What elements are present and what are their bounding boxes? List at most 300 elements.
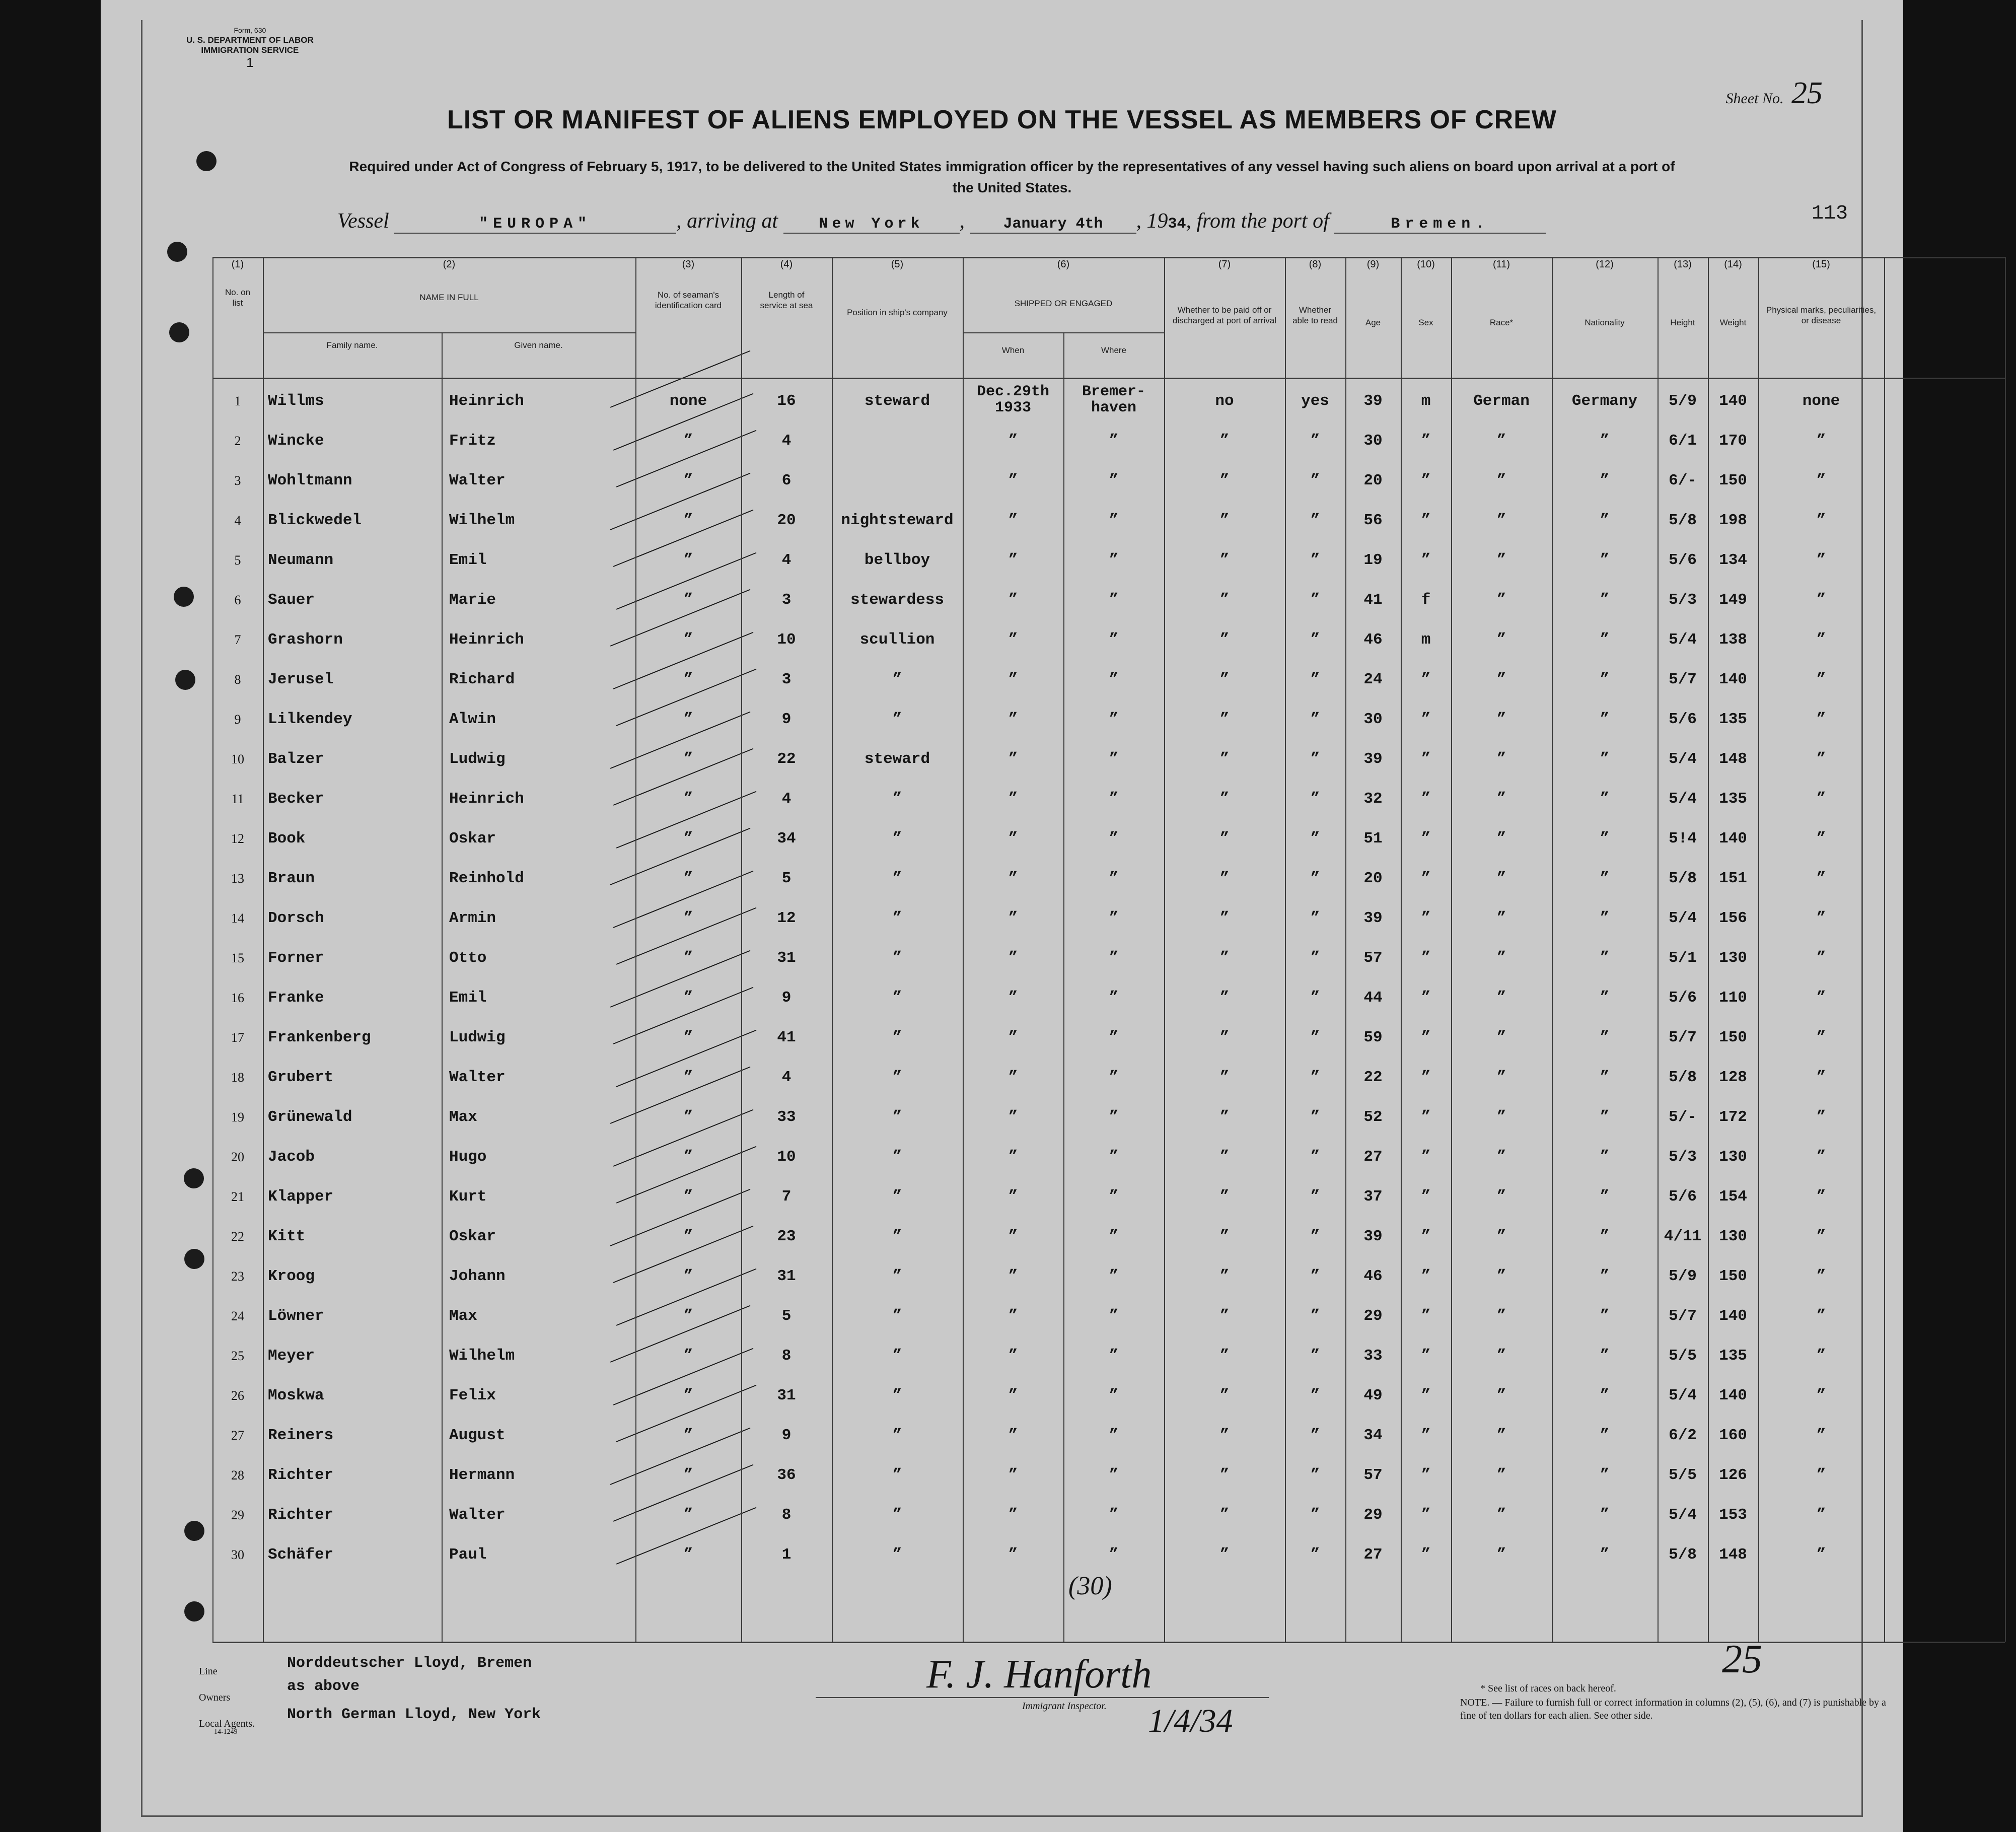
age-cell: 57 xyxy=(1363,1466,1383,1484)
family-name-cell: Meyer xyxy=(268,1347,315,1365)
race-cell: ” xyxy=(1496,989,1506,1007)
able-to-read-cell: ” xyxy=(1310,671,1320,688)
age-cell: 19 xyxy=(1363,551,1383,569)
nationality-cell: ” xyxy=(1600,1029,1610,1046)
paid-off-cell: ” xyxy=(1219,1069,1230,1086)
height-cell: 5/- xyxy=(1669,1108,1697,1126)
position-cell: ” xyxy=(892,1546,902,1564)
height-cell: 6/1 xyxy=(1669,432,1697,450)
engaged-when-cell: ” xyxy=(1008,1108,1018,1126)
punch-hole-icon xyxy=(174,587,194,607)
row-number-cell: 14 xyxy=(231,911,244,926)
table-header-rule xyxy=(212,257,2005,258)
table-column-rule xyxy=(1285,257,1286,1642)
vessel-name: "EUROPA" xyxy=(394,216,676,234)
able-to-read-cell: ” xyxy=(1310,989,1320,1007)
family-name-cell: Franke xyxy=(268,989,324,1007)
nationality-cell: ” xyxy=(1600,790,1610,808)
punch-hole-icon xyxy=(184,1521,204,1541)
position-cell: scullion xyxy=(859,631,935,649)
paid-off-cell: ” xyxy=(1219,551,1230,569)
engaged-where-cell: ” xyxy=(1109,1148,1119,1166)
engaged-when-cell: ” xyxy=(1008,989,1018,1007)
sex-cell: ” xyxy=(1421,989,1431,1007)
sex-cell: m xyxy=(1421,392,1431,410)
table-row xyxy=(212,1263,2005,1303)
sex-cell: ” xyxy=(1421,1427,1431,1444)
id-card-cell: ” xyxy=(683,790,693,808)
id-card-cell: ” xyxy=(683,909,693,927)
height-cell: 6/- xyxy=(1669,472,1697,489)
age-cell: 39 xyxy=(1363,392,1383,410)
nationality-cell: ” xyxy=(1600,1506,1610,1524)
row-number-cell: 8 xyxy=(234,672,241,687)
sheet-value: 25 xyxy=(1791,76,1823,110)
row-number-cell: 26 xyxy=(231,1388,244,1403)
physical-marks-cell: ” xyxy=(1816,1188,1826,1206)
table-column-rule xyxy=(263,257,264,1642)
id-card-cell: ” xyxy=(683,1506,693,1524)
table-row xyxy=(212,507,2005,547)
given-name-cell: Ludwig xyxy=(449,750,506,768)
table-row xyxy=(212,1144,2005,1183)
height-cell: 5/8 xyxy=(1669,1069,1697,1086)
col-11-num: (11) xyxy=(1492,259,1510,270)
engaged-when-cell: ” xyxy=(1008,1029,1018,1046)
table-row xyxy=(212,1422,2005,1462)
engaged-when-cell: ” xyxy=(1008,591,1018,609)
id-card-cell: ” xyxy=(683,1228,693,1245)
table-column-rule xyxy=(1063,332,1064,1642)
row-number-cell: 13 xyxy=(231,871,244,886)
able-to-read-cell: ” xyxy=(1310,1108,1320,1126)
page-number: 113 xyxy=(1811,202,1848,225)
family-name-cell: Reiners xyxy=(268,1427,334,1444)
engaged-when-cell: ” xyxy=(1008,1506,1018,1524)
weight-cell: 172 xyxy=(1719,1108,1747,1126)
given-name-cell: Otto xyxy=(449,949,487,967)
col-6-num: (6) xyxy=(1057,259,1070,270)
nationality-cell: ” xyxy=(1600,1347,1610,1365)
family-name-cell: Moskwa xyxy=(268,1387,324,1404)
race-cell: ” xyxy=(1496,830,1506,848)
service-length-cell: 5 xyxy=(781,1307,791,1325)
engaged-when-cell: ” xyxy=(1008,711,1018,728)
table-row xyxy=(212,865,2005,905)
race-cell: ” xyxy=(1496,1188,1506,1206)
family-name-cell: Wincke xyxy=(268,432,324,450)
family-name-cell: Blickwedel xyxy=(268,512,362,529)
height-cell: 5/4 xyxy=(1669,750,1697,768)
service-length-cell: 33 xyxy=(777,1108,796,1126)
service-length-cell: 3 xyxy=(781,591,791,609)
paid-off-cell: ” xyxy=(1219,1029,1230,1046)
engaged-when-cell: ” xyxy=(1008,1228,1018,1245)
weight-cell: 150 xyxy=(1719,472,1747,489)
weight-cell: 110 xyxy=(1719,989,1747,1007)
inspector-signature: F. J. Hanforth xyxy=(926,1652,1152,1697)
col-8-num: (8) xyxy=(1309,259,1322,270)
engaged-when-cell: ” xyxy=(1008,1267,1018,1285)
able-to-read-cell: ” xyxy=(1310,472,1320,489)
race-cell: ” xyxy=(1496,512,1506,529)
signature-rule xyxy=(816,1697,1269,1698)
sex-cell: f xyxy=(1421,591,1431,609)
owners-label: Owners xyxy=(199,1692,231,1703)
sex-cell: ” xyxy=(1421,472,1431,489)
col-9-label: Age xyxy=(1365,318,1381,327)
race-cell: ” xyxy=(1496,1466,1506,1484)
given-name-cell: Emil xyxy=(449,551,487,569)
position-cell: ” xyxy=(892,1228,902,1245)
paid-off-cell: ” xyxy=(1219,989,1230,1007)
able-to-read-cell: ” xyxy=(1310,551,1320,569)
age-cell: 30 xyxy=(1363,432,1383,450)
id-card-cell: ” xyxy=(683,1108,693,1126)
race-cell: ” xyxy=(1496,1228,1506,1245)
position-cell: ” xyxy=(892,989,902,1007)
given-name-cell: Paul xyxy=(449,1546,487,1564)
race-cell: ” xyxy=(1496,750,1506,768)
weight-cell: 148 xyxy=(1719,750,1747,768)
height-cell: 4/11 xyxy=(1664,1228,1702,1245)
punch-hole-icon xyxy=(169,322,189,342)
id-card-cell: ” xyxy=(683,1029,693,1046)
agents-label: Local Agents. xyxy=(199,1718,255,1729)
race-cell: ” xyxy=(1496,1546,1506,1564)
age-cell: 51 xyxy=(1363,830,1383,848)
id-card-cell: ” xyxy=(683,432,693,450)
note-text: — Failure to furnish full or correct information in columns (2), (5), (6), and (7) is punishable by a fine of ten dollars for each alien. See other side. xyxy=(1460,1697,1886,1721)
service-length-cell: 16 xyxy=(777,392,796,410)
nationality-cell: ” xyxy=(1600,989,1610,1007)
given-name-cell: Richard xyxy=(449,671,515,688)
row-number-cell: 22 xyxy=(231,1229,244,1244)
given-name-cell: Marie xyxy=(449,591,496,609)
nationality-cell: ” xyxy=(1600,1069,1610,1086)
family-name-cell: Schäfer xyxy=(268,1546,334,1564)
engaged-where-cell: ” xyxy=(1109,1347,1119,1365)
paid-off-cell: ” xyxy=(1219,631,1230,649)
engaged-where-cell: ” xyxy=(1109,790,1119,808)
sex-cell: ” xyxy=(1421,1267,1431,1285)
given-name-cell: Emil xyxy=(449,989,487,1007)
engaged-where-cell: ” xyxy=(1109,1108,1119,1126)
family-name-cell: Frankenberg xyxy=(268,1029,371,1046)
table-row xyxy=(212,428,2005,467)
service-length-cell: 36 xyxy=(777,1466,796,1484)
able-to-read-cell: yes xyxy=(1301,392,1329,410)
able-to-read-cell: ” xyxy=(1310,1267,1320,1285)
given-name-cell: Ludwig xyxy=(449,1029,506,1046)
id-card-cell: ” xyxy=(683,1188,693,1206)
table-column-rule xyxy=(741,257,742,1642)
table-row xyxy=(212,666,2005,706)
race-cell: ” xyxy=(1496,472,1506,489)
physical-marks-cell: ” xyxy=(1816,1148,1826,1166)
sex-cell: ” xyxy=(1421,949,1431,967)
print-code: 14-1249 xyxy=(214,1728,238,1736)
table-column-rule xyxy=(1164,257,1165,1642)
year-suffix: 34 xyxy=(1168,216,1186,233)
table-row xyxy=(212,1183,2005,1223)
height-cell: 5/1 xyxy=(1669,949,1697,967)
height-cell: 5!4 xyxy=(1669,830,1697,848)
punch-hole-icon xyxy=(196,151,217,171)
service-length-cell: 31 xyxy=(777,1267,796,1285)
paid-off-cell: ” xyxy=(1219,671,1230,688)
table-row xyxy=(212,1024,2005,1064)
id-card-cell: ” xyxy=(683,1546,693,1564)
given-name-cell: Walter xyxy=(449,472,506,489)
id-card-cell: ” xyxy=(683,1427,693,1444)
service-length-cell: 6 xyxy=(781,472,791,489)
id-card-cell: ” xyxy=(683,1069,693,1086)
position-cell: ” xyxy=(892,790,902,808)
sex-cell: ” xyxy=(1421,790,1431,808)
position-cell: bellboy xyxy=(864,551,930,569)
engaged-when-cell: ” xyxy=(1008,949,1018,967)
height-cell: 5/7 xyxy=(1669,671,1697,688)
race-cell: ” xyxy=(1496,1506,1506,1524)
physical-marks-cell: ” xyxy=(1816,1427,1826,1444)
engaged-where-cell: ” xyxy=(1109,671,1119,688)
col-11-label: Race* xyxy=(1489,318,1514,327)
age-cell: 56 xyxy=(1363,512,1383,529)
col-10-num: (10) xyxy=(1417,259,1435,270)
able-to-read-cell: ” xyxy=(1310,1069,1320,1086)
engaged-where-cell: ” xyxy=(1109,830,1119,848)
col-4-label: Length of service at sea xyxy=(760,290,813,310)
physical-marks-cell: ” xyxy=(1816,591,1826,609)
engaged-where-cell: ” xyxy=(1109,551,1119,569)
col-2-given: Given name. xyxy=(514,340,563,350)
table-row xyxy=(212,1303,2005,1343)
physical-marks-cell: ” xyxy=(1816,870,1826,887)
race-cell: ” xyxy=(1496,949,1506,967)
col-9-num: (9) xyxy=(1366,259,1380,270)
service-length-cell: 8 xyxy=(781,1347,791,1365)
paid-off-cell: ” xyxy=(1219,1148,1230,1166)
sex-cell: ” xyxy=(1421,1347,1431,1365)
table-column-rule xyxy=(442,332,443,1642)
physical-marks-cell: ” xyxy=(1816,432,1826,450)
able-to-read-cell: ” xyxy=(1310,1347,1320,1365)
height-cell: 5/4 xyxy=(1669,909,1697,927)
table-column-rule xyxy=(1758,257,1759,1642)
able-to-read-cell: ” xyxy=(1310,631,1320,649)
position-cell: ” xyxy=(892,1188,902,1206)
col-4-num: (4) xyxy=(780,259,793,270)
id-card-cell: ” xyxy=(683,1387,693,1404)
physical-marks-cell: ” xyxy=(1816,1029,1826,1046)
family-name-cell: Braun xyxy=(268,870,315,887)
able-to-read-cell: ” xyxy=(1310,1228,1320,1245)
col-8-label: Whether able to read xyxy=(1292,305,1338,325)
engaged-when-cell: ” xyxy=(1008,1387,1018,1404)
races-note: * See list of races on back hereof. xyxy=(1480,1683,1616,1694)
col-5-label: Position in ship's company xyxy=(847,308,948,317)
row-number-cell: 16 xyxy=(231,991,244,1005)
position-cell: ” xyxy=(892,1466,902,1484)
paid-off-cell: ” xyxy=(1219,432,1230,450)
row-number-cell: 9 xyxy=(234,712,241,727)
service-length-cell: 4 xyxy=(781,432,791,450)
punch-hole-icon xyxy=(184,1249,204,1269)
physical-marks-cell: ” xyxy=(1816,1108,1826,1126)
sex-cell: ” xyxy=(1421,711,1431,728)
position-cell: ” xyxy=(892,1387,902,1404)
race-cell: ” xyxy=(1496,909,1506,927)
sex-cell: ” xyxy=(1421,1069,1431,1086)
col-5-num: (5) xyxy=(891,259,904,270)
position-cell: ” xyxy=(892,671,902,688)
table-row xyxy=(212,626,2005,666)
given-name-cell: Johann xyxy=(449,1267,506,1285)
id-card-cell: ” xyxy=(683,949,693,967)
row-number-cell: 7 xyxy=(234,632,241,647)
agents-value: North German Lloyd, New York xyxy=(287,1706,541,1723)
race-cell: ” xyxy=(1496,1387,1506,1404)
sheet-number-handwritten: 25 xyxy=(1722,1637,1762,1681)
id-card-cell: ” xyxy=(683,512,693,529)
sex-cell: m xyxy=(1421,631,1431,649)
able-to-read-cell: ” xyxy=(1310,1029,1320,1046)
weight-cell: 160 xyxy=(1719,1427,1747,1444)
family-name-cell: Löwner xyxy=(268,1307,324,1325)
physical-marks-cell: ” xyxy=(1816,989,1826,1007)
nationality-cell: ” xyxy=(1600,432,1610,450)
position-cell: ” xyxy=(892,711,902,728)
able-to-read-cell: ” xyxy=(1310,870,1320,887)
age-cell: 27 xyxy=(1363,1546,1383,1564)
able-to-read-cell: ” xyxy=(1310,1387,1320,1404)
col-1-label: No. on list xyxy=(225,288,251,308)
engaged-where-cell: ” xyxy=(1109,1307,1119,1325)
inspector-date: 1/4/34 xyxy=(1148,1703,1233,1739)
family-name-cell: Richter xyxy=(268,1466,334,1484)
service-length-cell: 9 xyxy=(781,989,791,1007)
physical-marks-cell: ” xyxy=(1816,1267,1826,1285)
position-cell: ” xyxy=(892,949,902,967)
paid-off-cell: no xyxy=(1215,392,1234,410)
row-number-cell: 2 xyxy=(234,434,241,448)
height-cell: 5/5 xyxy=(1669,1347,1697,1365)
given-name-cell: August xyxy=(449,1427,506,1444)
physical-marks-cell: ” xyxy=(1816,472,1826,489)
given-name-cell: Heinrich xyxy=(449,631,524,649)
service-length-cell: 10 xyxy=(777,1148,796,1166)
table-row xyxy=(212,1502,2005,1541)
nationality-cell: ” xyxy=(1600,551,1610,569)
engaged-when-cell: ” xyxy=(1008,1148,1018,1166)
nationality-cell: ” xyxy=(1600,909,1610,927)
service-length-cell: 9 xyxy=(781,1427,791,1444)
given-name-cell: Max xyxy=(449,1307,477,1325)
able-to-read-cell: ” xyxy=(1310,750,1320,768)
paid-off-cell: ” xyxy=(1219,1228,1230,1245)
weight-cell: 135 xyxy=(1719,790,1747,808)
age-cell: 30 xyxy=(1363,711,1383,728)
able-to-read-cell: ” xyxy=(1310,1188,1320,1206)
nationality-cell: ” xyxy=(1600,631,1610,649)
paid-off-cell: ” xyxy=(1219,1307,1230,1325)
engaged-where-cell: ” xyxy=(1109,591,1119,609)
engaged-when-cell: ” xyxy=(1008,671,1018,688)
service-length-cell: 23 xyxy=(777,1228,796,1245)
paid-off-cell: ” xyxy=(1219,1267,1230,1285)
nationality-cell: ” xyxy=(1600,711,1610,728)
engaged-when-cell: ” xyxy=(1008,1188,1018,1206)
race-cell: ” xyxy=(1496,1347,1506,1365)
race-cell: ” xyxy=(1496,1148,1506,1166)
position-cell: steward xyxy=(864,392,930,410)
weight-cell: 134 xyxy=(1719,551,1747,569)
able-to-read-cell: ” xyxy=(1310,909,1320,927)
able-to-read-cell: ” xyxy=(1310,1307,1320,1325)
nationality-cell: ” xyxy=(1600,472,1610,489)
service-length-cell: 5 xyxy=(781,870,791,887)
year-prefix: , 19 xyxy=(1136,209,1168,233)
table-row xyxy=(212,1104,2005,1144)
position-cell: ” xyxy=(892,1427,902,1444)
row-number-cell: 28 xyxy=(231,1468,244,1483)
col-2-label: NAME IN FULL xyxy=(419,293,479,302)
engaged-when-cell: ” xyxy=(1008,512,1018,529)
id-card-cell: ” xyxy=(683,671,693,688)
age-cell: 39 xyxy=(1363,909,1383,927)
height-cell: 5/4 xyxy=(1669,1387,1697,1404)
paid-off-cell: ” xyxy=(1219,1466,1230,1484)
height-cell: 5/6 xyxy=(1669,1188,1697,1206)
weight-cell: 140 xyxy=(1719,671,1747,688)
engaged-where-cell: ” xyxy=(1109,472,1119,489)
able-to-read-cell: ” xyxy=(1310,432,1320,450)
service-length-cell: 34 xyxy=(777,830,796,848)
height-cell: 5/5 xyxy=(1669,1466,1697,1484)
age-cell: 49 xyxy=(1363,1387,1383,1404)
sex-cell: ” xyxy=(1421,750,1431,768)
engaged-where-cell: ” xyxy=(1109,512,1119,529)
row-number-cell: 12 xyxy=(231,831,244,846)
paid-off-cell: ” xyxy=(1219,870,1230,887)
given-name-cell: Max xyxy=(449,1108,477,1126)
row-number-cell: 11 xyxy=(231,792,244,806)
position-cell: ” xyxy=(892,1347,902,1365)
height-cell: 5/6 xyxy=(1669,989,1697,1007)
given-name-cell: Alwin xyxy=(449,711,496,728)
from-label: , from the port of xyxy=(1186,209,1329,233)
height-cell: 5/6 xyxy=(1669,711,1697,728)
race-cell: ” xyxy=(1496,631,1506,649)
physical-marks-cell: none xyxy=(1802,392,1840,410)
row-number-cell: 21 xyxy=(231,1189,244,1204)
engaged-where-cell: ” xyxy=(1109,870,1119,887)
race-cell: ” xyxy=(1496,1069,1506,1086)
weight-cell: 150 xyxy=(1719,1029,1747,1046)
given-name-cell: Wilhelm xyxy=(449,1347,515,1365)
weight-cell: 135 xyxy=(1719,711,1747,728)
table-row xyxy=(212,383,2005,428)
age-cell: 34 xyxy=(1363,1427,1383,1444)
height-cell: 5/7 xyxy=(1669,1029,1697,1046)
table-column-rule xyxy=(1451,257,1452,1642)
weight-cell: 148 xyxy=(1719,1546,1747,1564)
engaged-where-cell: ” xyxy=(1109,949,1119,967)
paid-off-cell: ” xyxy=(1219,1188,1230,1206)
arriving-label: , arriving at xyxy=(676,209,778,233)
physical-marks-cell: ” xyxy=(1816,512,1826,529)
